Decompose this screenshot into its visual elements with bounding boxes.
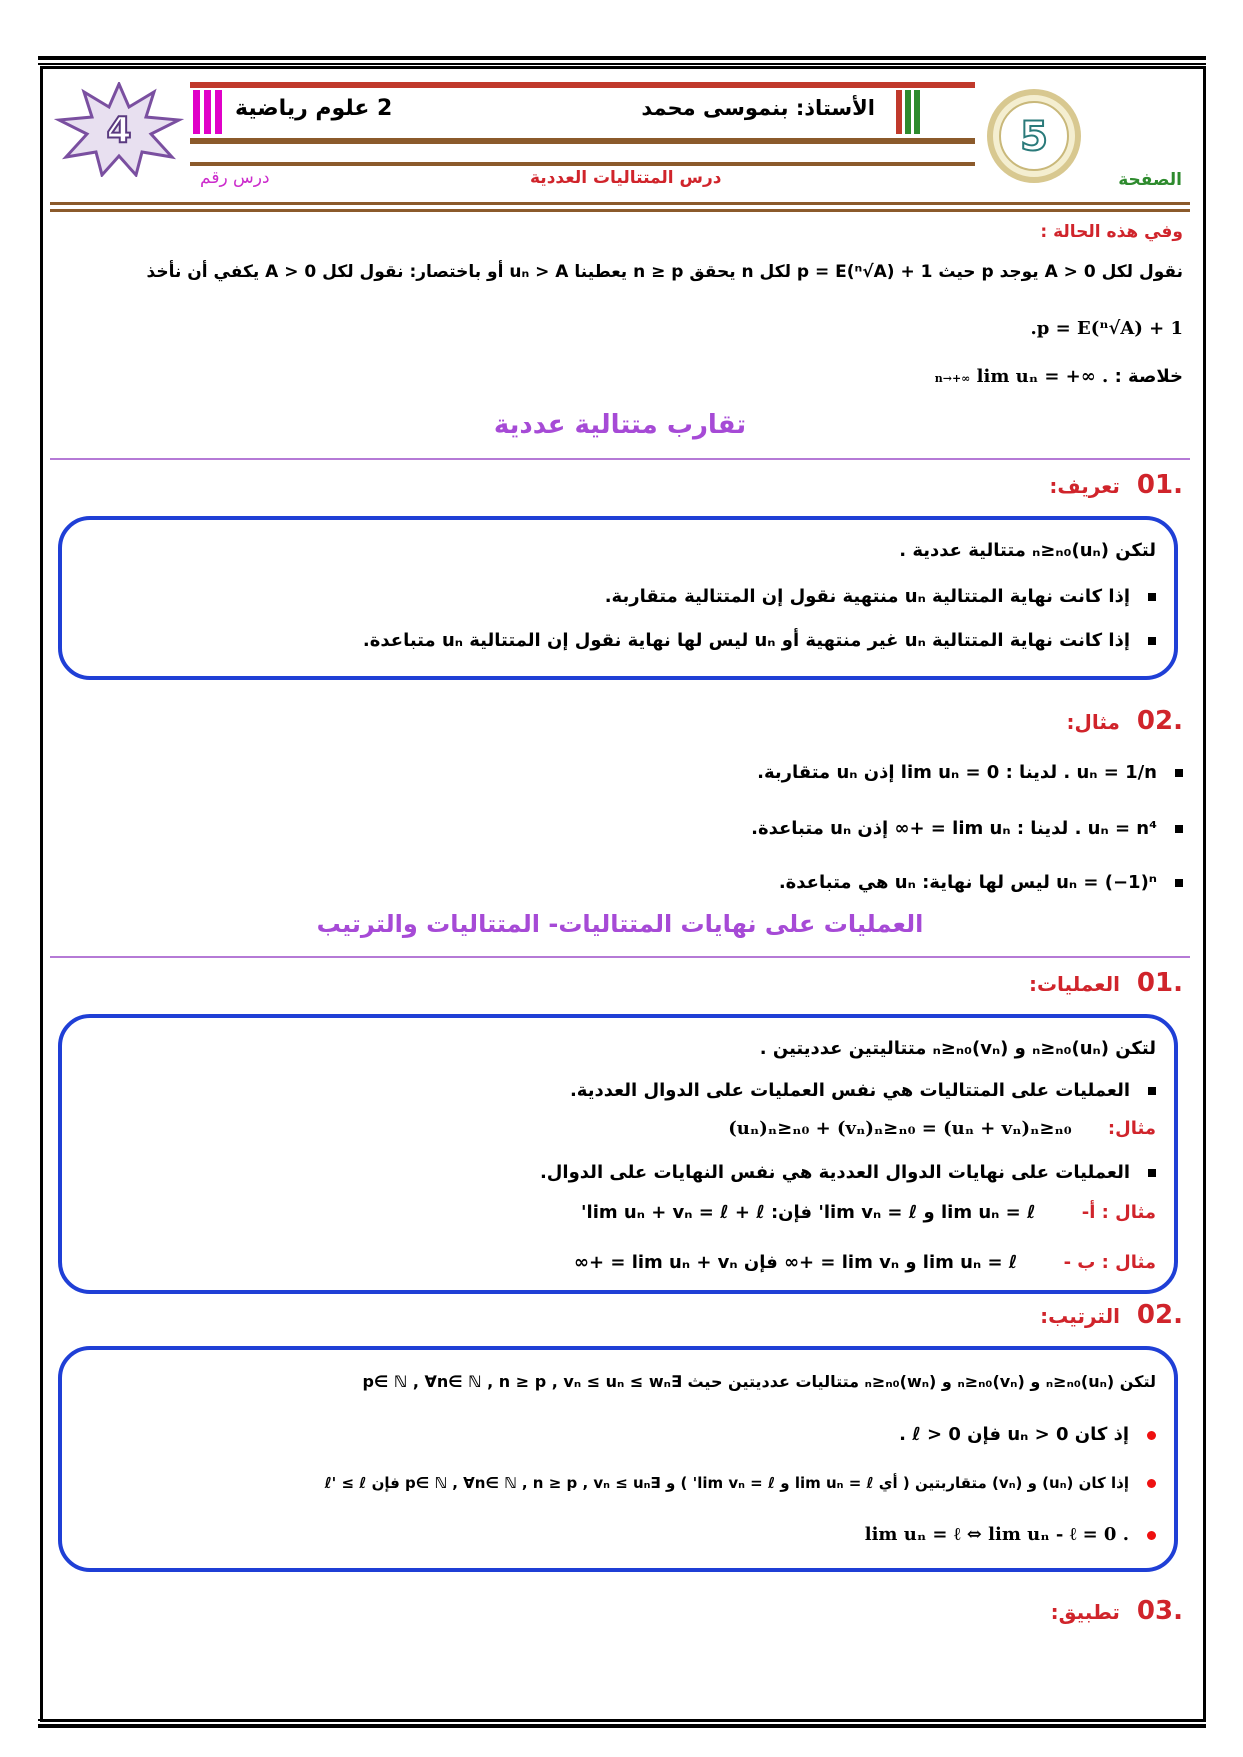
top-rule-thin [38, 63, 1206, 65]
operations-title: العمليات على نهايات المتتاليات- المتتاليات والترتيب [316, 910, 924, 938]
red-dot-icon [1147, 1431, 1156, 1440]
subject-label: 2 علوم رياضية [235, 96, 393, 121]
order-label: الترتيب: [1040, 1304, 1120, 1328]
definition-item-1: إذا كانت نهاية المتتالية uₙ منتهية نقول إن المتتالية متقاربة. [80, 586, 1156, 607]
page-number: 5 [1020, 114, 1048, 160]
bullet-icon [1148, 637, 1156, 645]
intro-line-1: نقول لكل A > 0 يوجد p حيث p = E(ⁿ√A) + 1 لكل n يحقق n ≥ p يعطينا uₙ > A أو باختصار: نقول لكل A > 0 يكفي أن نأخذ [146, 262, 1183, 282]
order-intro: لتكن (uₙ)ₙ≥ₙ₀ و (vₙ)ₙ≥ₙ₀ و (wₙ)ₙ≥ₙ₀ متتاليات عدديتين حيث ∃p∈ ℕ , ∀n∈ ℕ , n ≥ p , vₙ ≤ uₙ ≤ wₙ [362, 1372, 1156, 1391]
operations-example-a [80, 1202, 1156, 1223]
order-item-3: lim uₙ = ℓ ⇔ lim uₙ - ℓ = 0 . [80, 1524, 1156, 1545]
operations-example-label: مثال: [1107, 1118, 1156, 1139]
lesson-title: درس المتتاليات العددية [530, 168, 722, 188]
example-item-2: uₙ = n⁴ . لدينا : lim uₙ = +∞ إذن uₙ متباعدة. [60, 818, 1183, 839]
summary-label: خلاصة : [1114, 366, 1183, 387]
example-item-3: uₙ = (−1)ⁿ ليس لها نهاية: uₙ هي متباعدة. [60, 872, 1183, 893]
header-ribbon-brown-thin [190, 162, 975, 166]
pink-bars-decoration [192, 90, 226, 134]
header-ribbon-red [190, 82, 975, 88]
example-number: .02 [1136, 706, 1183, 736]
operations-example-1 [80, 1118, 1156, 1139]
definition-item-2: إذا كانت نهاية المتتالية uₙ غير منتهية أو uₙ ليس لها نهاية نقول إن المتتالية uₙ متباعدة. [80, 630, 1156, 651]
operations-rule [50, 956, 1190, 958]
definition-box [58, 516, 1178, 680]
application-heading [1051, 1596, 1183, 1626]
summary-limit-sub: n→+∞ [934, 372, 971, 385]
convergence-rule [50, 458, 1190, 460]
application-number: .03 [1136, 1596, 1183, 1626]
operations-example-b [80, 1252, 1156, 1273]
top-rule-thick [38, 56, 1206, 60]
operations-example-formula: (uₙ)ₙ≥ₙ₀ + (vₙ)ₙ≥ₙ₀ = (uₙ + vₙ)ₙ≥ₙ₀ [728, 1118, 1072, 1139]
bullet-icon [1148, 593, 1156, 601]
star-badge-icon [54, 82, 184, 177]
teacher-label: الأستاذ: بنموسى محمد [641, 96, 875, 120]
bottom-rule-thin [38, 1719, 1206, 1721]
page-header [50, 70, 1190, 200]
order-item-2: إذا كان (uₙ) و (vₙ) متقاربتين ( أي lim uₙ = ℓ و lim vₙ = ℓ' ) و ∃p∈ ℕ , ∀n∈ ℕ , n ≥ p , vₙ ≤ uₙ فإن ℓ' ≤ ℓ [80, 1474, 1156, 1492]
order-heading [1040, 1300, 1183, 1330]
red-dot-icon [1147, 1479, 1156, 1488]
bullet-icon [1148, 1169, 1156, 1177]
example-heading [1067, 706, 1183, 736]
order-box [58, 1346, 1178, 1572]
header-divider-2 [50, 209, 1190, 212]
page-label: الصفحة [1118, 170, 1182, 190]
summary-formula: lim uₙ = +∞ . [976, 366, 1109, 387]
bottom-rule-thick [38, 1724, 1206, 1728]
definition-heading [1049, 470, 1183, 500]
page-circle-badge-icon [986, 88, 1082, 184]
example-b-text: lim uₙ = ℓ و lim vₙ = +∞ فإن lim uₙ + vₙ = +∞ [573, 1252, 1018, 1273]
operations-item-1: العمليات على المتتاليات هي نفس العمليات على الدوال العددية. [80, 1080, 1156, 1101]
summary-line [60, 366, 1183, 387]
bullet-icon [1175, 879, 1183, 887]
operations-intro: لتكن (uₙ)ₙ≥ₙ₀ و (vₙ)ₙ≥ₙ₀ متتاليتين عدديتين . [759, 1038, 1156, 1059]
header-ribbon-brown [190, 138, 975, 144]
operations-box [58, 1014, 1178, 1294]
example-b-label: مثال : ب - [1063, 1252, 1156, 1273]
star-badge-number: 4 [106, 110, 132, 151]
example-a-text: lim uₙ = ℓ و lim vₙ = ℓ' فإن: lim uₙ + vₙ = ℓ + ℓ' [581, 1202, 1036, 1223]
example-label: مثال: [1066, 710, 1120, 734]
operations-number: .01 [1136, 968, 1183, 998]
green-bars-decoration [886, 90, 920, 134]
case-label: وفي هذه الحالة : [1040, 222, 1183, 242]
definition-number: .01 [1136, 470, 1183, 500]
order-item-1: إذ كان uₙ > 0 فإن ℓ > 0 . [80, 1424, 1156, 1445]
intro-line-2 [60, 318, 1183, 339]
operations-heading [1029, 968, 1183, 998]
bullet-icon [1175, 769, 1183, 777]
definition-intro: لتكن (uₙ)ₙ≥ₙ₀ متتالية عددية . [899, 540, 1156, 561]
definition-label: تعريف: [1049, 474, 1120, 498]
operations-label: العمليات: [1028, 972, 1120, 996]
example-a-label: مثال : أ- [1081, 1202, 1156, 1223]
order-number: .02 [1136, 1300, 1183, 1330]
bullet-icon [1175, 825, 1183, 833]
lesson-number-label: درس رقم [200, 168, 270, 188]
operations-item-2: العمليات على نهايات الدوال العددية هي نفس النهايات على الدوال. [80, 1162, 1156, 1183]
red-dot-icon [1147, 1531, 1156, 1540]
example-item-1: uₙ = 1/n . لدينا : lim uₙ = 0 إذن uₙ متقاربة. [60, 762, 1183, 783]
header-divider-1 [50, 202, 1190, 205]
bullet-icon [1148, 1087, 1156, 1095]
application-label: تطبيق: [1050, 1600, 1120, 1624]
convergence-title: تقارب متتالية عددية [493, 410, 747, 440]
intro-formula: .p = E(ⁿ√A) + 1 [1030, 318, 1183, 339]
